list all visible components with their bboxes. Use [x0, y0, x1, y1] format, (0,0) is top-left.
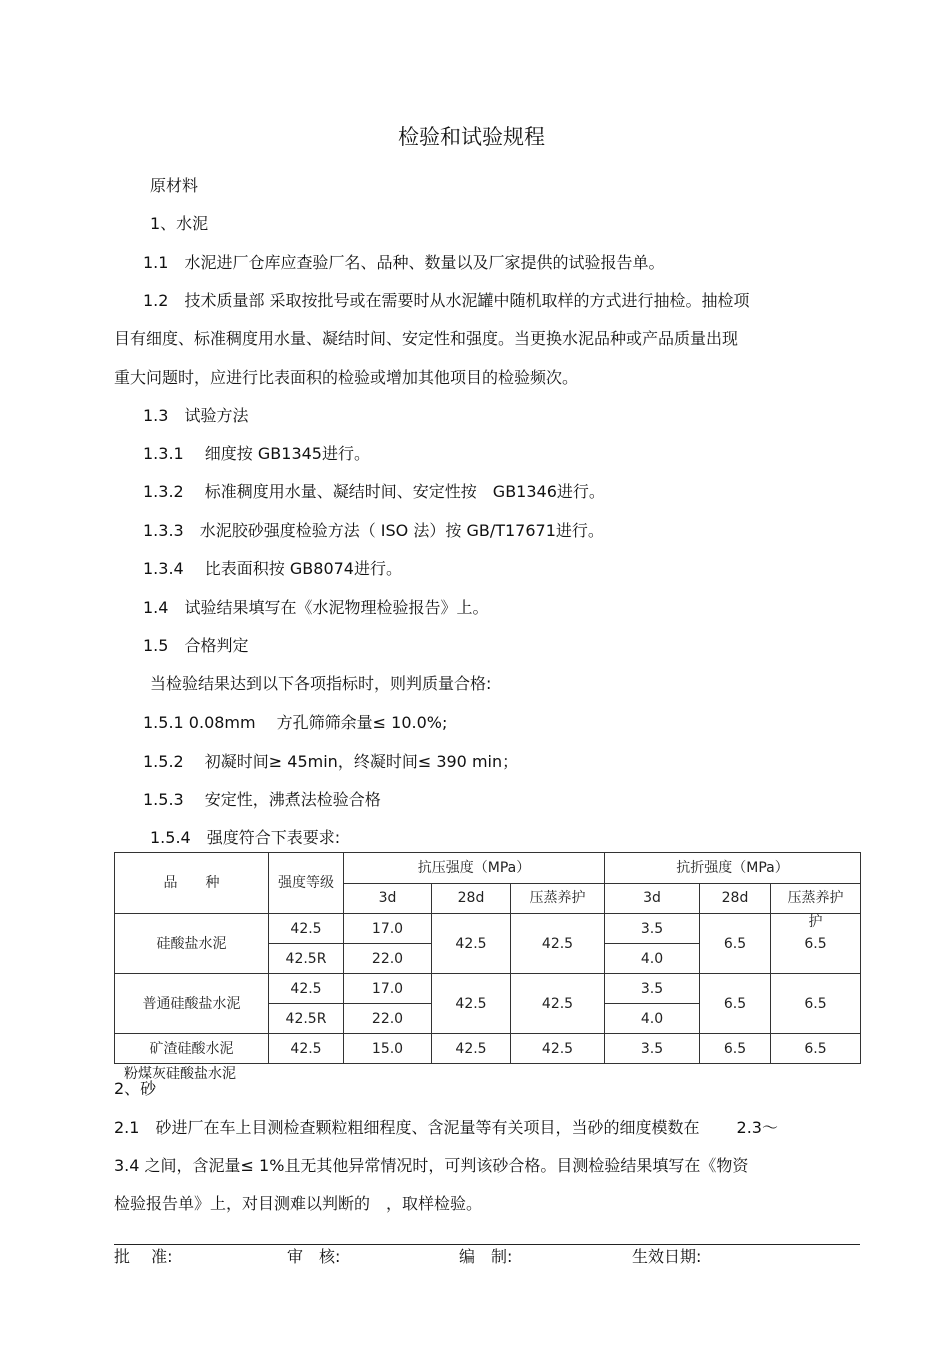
- footer-effective-date: 生效日期:: [632, 1247, 702, 1266]
- cell-f3d: 3.5: [605, 974, 700, 1004]
- clause-1-1: 1.1 水泥进厂仓库应查验厂名、品种、数量以及厂家提供的试验报告单。: [143, 253, 665, 272]
- header-grade: [269, 853, 344, 914]
- footer-divider: [114, 1244, 860, 1245]
- cell-f3d: 3.5: [605, 914, 700, 944]
- cell-csteam: 42.5: [511, 914, 605, 974]
- cell-c3d: 22.0: [344, 1004, 432, 1034]
- flyash-row-label: 粉煤灰硅酸盐水泥: [124, 1066, 236, 1082]
- header-compressive: 抗压强度（MPa）: [344, 853, 605, 884]
- clause-1-5-3: 1.5.3 安定性，沸煮法检验合格: [143, 790, 381, 809]
- cell-f3d: 4.0: [605, 1004, 700, 1034]
- cell-c3d: 15.0: [344, 1034, 432, 1064]
- clause-2-1-line1: 2.1 砂进厂在车上目测检查颗粒粗细程度、含泥量等有关项目，当砂的细度模数在 2.3～: [114, 1118, 778, 1137]
- row-slag-name: 矿渣硅酸水泥: [115, 1034, 269, 1064]
- header-flexural-steam: 压蒸养护: [771, 883, 861, 914]
- cell-fsteam-top: 护: [808, 914, 823, 930]
- row-portland-name: 硅酸盐水泥: [115, 914, 269, 974]
- cell-c28d: 42.5: [432, 974, 511, 1034]
- section-raw-materials: 原材料: [150, 176, 199, 195]
- clause-1-3-3: 1.3.3 水泥胶砂强度检验方法（ ISO 法）按 GB/T17671进行。: [143, 521, 604, 540]
- clause-2-1-line3: 检验报告单》上，对目测难以判断的 ，取样检验。: [114, 1194, 483, 1213]
- cell-fsteam: [771, 914, 861, 974]
- footer-approve: 批 准:: [114, 1247, 173, 1266]
- cell-f3d: 3.5: [605, 1034, 700, 1064]
- cell-f3d: 4.0: [605, 944, 700, 974]
- clause-1-3: 1.3 试验方法: [143, 406, 249, 425]
- clause-1-2-line2: 目有细度、标准稠度用水量、凝结时间、安定性和强度。当更换水泥品种或产品质量出现: [114, 329, 739, 348]
- header-compressive-steam: 压蒸养护: [511, 883, 605, 914]
- section-sand: 2、砂: [114, 1079, 157, 1098]
- clause-2-1-line2: 3.4 之间，含泥量≤ 1%且无其他异常情况时，可判该砂合格。目测检验结果填写在《物资: [114, 1156, 749, 1175]
- row-ordinary-name: 普通硅酸盐水泥: [115, 974, 269, 1034]
- cell-csteam: 42.5: [511, 1034, 605, 1064]
- header-flexural-3d: 3d: [605, 883, 700, 914]
- clause-1-5-intro: 当检验结果达到以下各项指标时，则判质量合格:: [150, 674, 492, 693]
- header-flexural-28d: 28d: [700, 883, 771, 914]
- clause-1-5-4: 1.5.4 强度符合下表要求:: [150, 828, 341, 847]
- footer-review: 审 核:: [287, 1247, 341, 1266]
- cell-fsteam: 6.5: [771, 1034, 861, 1064]
- clause-1-3-1: 1.3.1 细度按 GB1345进行。: [143, 444, 370, 463]
- cell-grade: 42.5: [269, 974, 344, 1004]
- clause-1-2-line3: 重大问题时，应进行比表面积的检验或增加其他项目的检验频次。: [114, 368, 579, 387]
- cell-c28d: 42.5: [432, 1034, 511, 1064]
- page-title: 检验和试验规程: [398, 125, 545, 149]
- cell-c28d: 42.5: [432, 914, 511, 974]
- header-variety: 品 种: [115, 853, 269, 914]
- cell-f28d: 6.5: [700, 974, 771, 1034]
- cell-fsteam: 6.5: [771, 974, 861, 1034]
- cell-c3d: 17.0: [344, 914, 432, 944]
- cell-grade: 42.5: [269, 1034, 344, 1064]
- clause-1-2-line1: 1.2 技术质量部 采取按批号或在需要时从水泥罐中随机取样的方式进行抽检。抽检项: [143, 291, 750, 310]
- cell-grade: 42.5R: [269, 1004, 344, 1034]
- cell-grade: 42.5: [269, 914, 344, 944]
- cell-csteam: 42.5: [511, 974, 605, 1034]
- header-compressive-3d: 3d: [344, 883, 432, 914]
- section-cement: 1、水泥: [150, 214, 209, 233]
- cell-fsteam-value: 6.5: [804, 935, 827, 952]
- clause-1-3-2: 1.3.2 标准稠度用水量、凝结时间、安定性按 GB1346进行。: [143, 482, 605, 501]
- header-grade-text: 强度等级: [278, 875, 334, 891]
- clause-1-3-4: 1.3.4 比表面积按 GB8074进行。: [143, 559, 402, 578]
- header-flexural: 抗折强度（MPa）: [605, 853, 861, 884]
- cell-grade: 42.5R: [269, 944, 344, 974]
- header-compressive-28d: 28d: [432, 883, 511, 914]
- clause-1-5-2: 1.5.2 初凝时间≥ 45min，终凝时间≤ 390 min；: [143, 752, 519, 771]
- clause-1-4: 1.4 试验结果填写在《水泥物理检验报告》上。: [143, 598, 489, 617]
- cell-c3d: 17.0: [344, 974, 432, 1004]
- footer-compile: 编 制:: [459, 1247, 513, 1266]
- cell-c3d: 22.0: [344, 944, 432, 974]
- strength-table: [114, 852, 861, 1064]
- clause-1-5-1: 1.5.1 0.08mm 方孔筛筛余量≤ 10.0%;: [143, 713, 448, 732]
- cell-f28d: 6.5: [700, 1034, 771, 1064]
- clause-1-5: 1.5 合格判定: [143, 636, 249, 655]
- cell-f28d: 6.5: [700, 914, 771, 974]
